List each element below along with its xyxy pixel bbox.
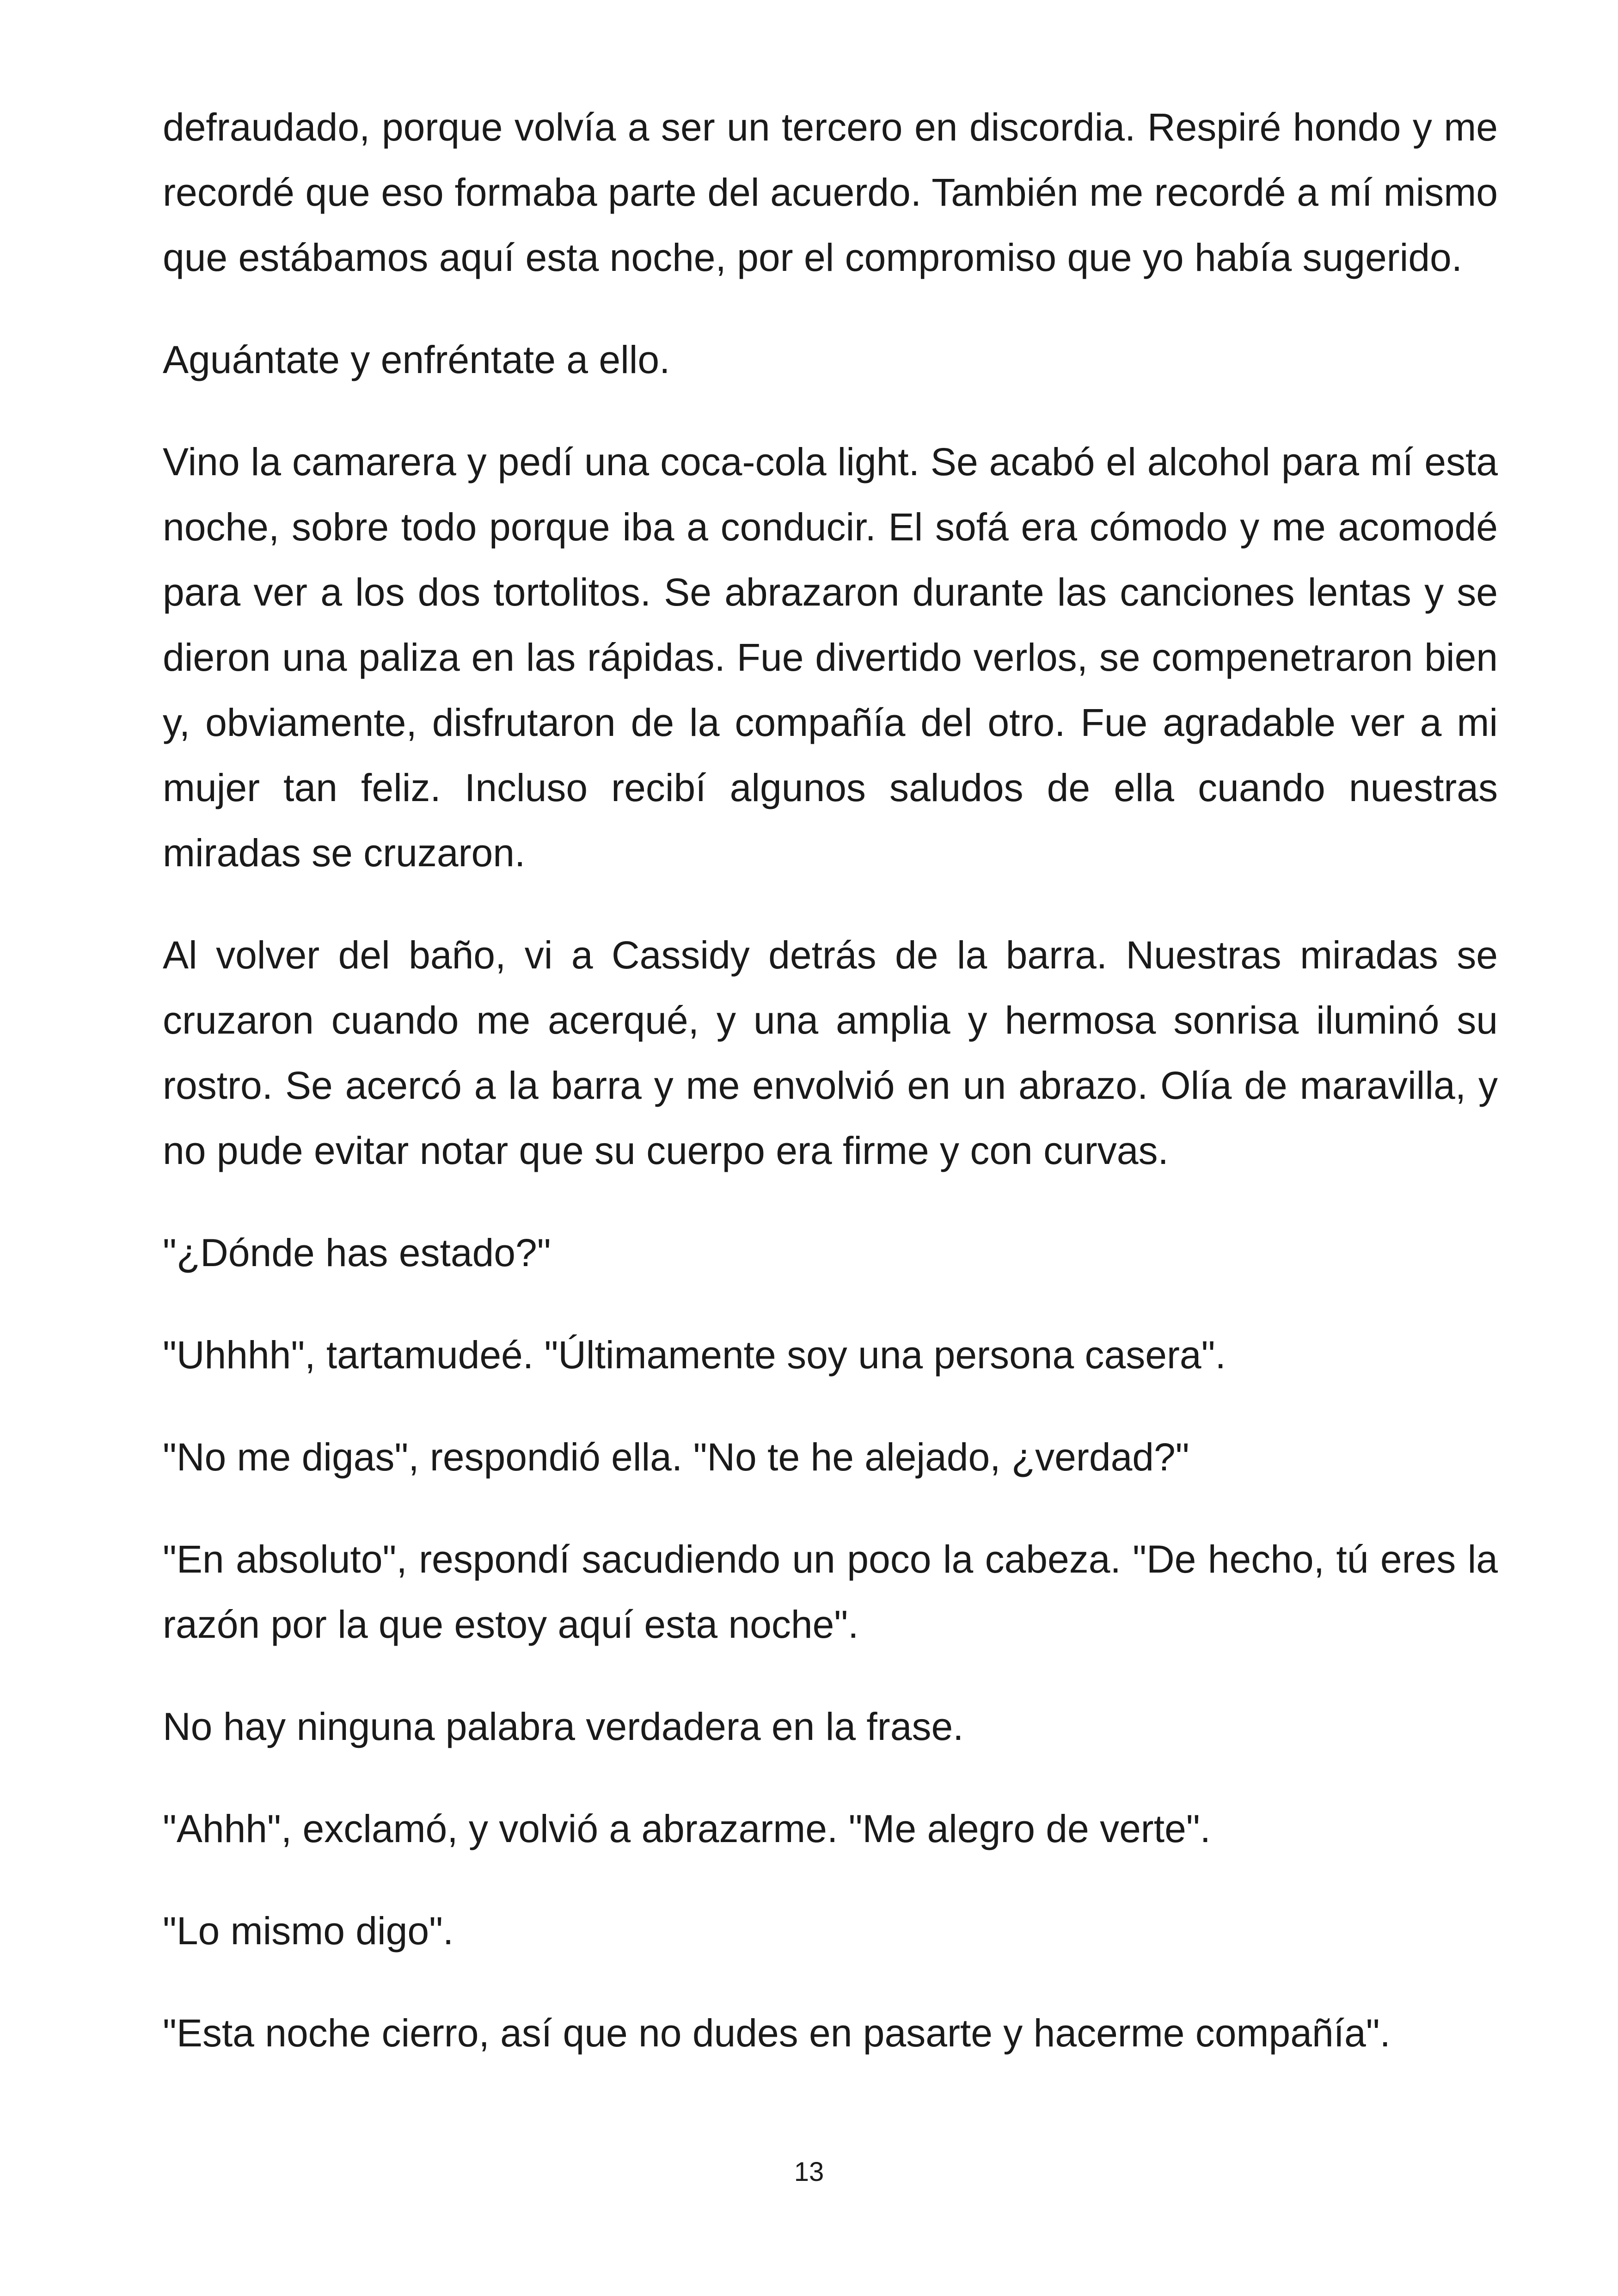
body-text bbox=[163, 95, 1498, 2103]
paragraph: defraudado, porque volvía a ser un tercero en discordia. Respiré hondo y me recordé que eso formaba parte del acuerdo. También me recordé a mí mismo que estábamos aquí esta noche, por el compromiso que yo había sugerido. bbox=[163, 105, 1498, 279]
paragraph: "En absoluto", respondí sacudiendo un poco la cabeza. "De hecho, tú eres la razón por la que estoy aquí esta noche". bbox=[163, 1537, 1498, 1646]
paragraph: No hay ninguna palabra verdadera en la frase. bbox=[163, 1705, 964, 1748]
paragraph: Vino la camarera y pedí una coca-cola light. Se acabó el alcohol para mí esta noche, sobre todo porque iba a conducir. El sofá era cómodo y me acomodé para ver a los dos tortolitos. Se abrazaron durante las canciones lentas y se dieron una paliza en las rápidas. Fue divertido verlos, se compenetraron bien y, obviamente, disfrutaron de la compañía del otro. Fue agradable ver a mi mujer tan feliz. Incluso recibí algunos saludos de ella cuando nuestras miradas se cruzaron. bbox=[163, 440, 1498, 875]
paragraph: "¿Dónde has estado?" bbox=[163, 1231, 551, 1274]
paragraph: "Uhhhh", tartamudeé. "Últimamente soy una persona casera". bbox=[163, 1333, 1226, 1377]
paragraph: "Lo mismo digo". bbox=[163, 1909, 454, 1953]
paragraph: Al volver del baño, vi a Cassidy detrás de la barra. Nuestras miradas se cruzaron cuando me acerqué, y una amplia y hermosa sonrisa iluminó su rostro. Se acercó a la barra y me envolvió en un abrazo. Olía de maravilla, y no pude evitar notar que su cuerpo era firme y con curvas. bbox=[163, 933, 1498, 1172]
paragraph: Aguántate y enfréntate a ello. bbox=[163, 338, 670, 381]
paragraph: "Ahhh", exclamó, y volvió a abrazarme. "Me alegro de verte". bbox=[163, 1807, 1211, 1850]
page-number: 13 bbox=[794, 2157, 824, 2187]
paragraph: "Esta noche cierro, así que no dudes en pasarte y hacerme compañía". bbox=[163, 2011, 1391, 2055]
paragraph: "No me digas", respondió ella. "No te he alejado, ¿verdad?" bbox=[163, 1435, 1189, 1479]
